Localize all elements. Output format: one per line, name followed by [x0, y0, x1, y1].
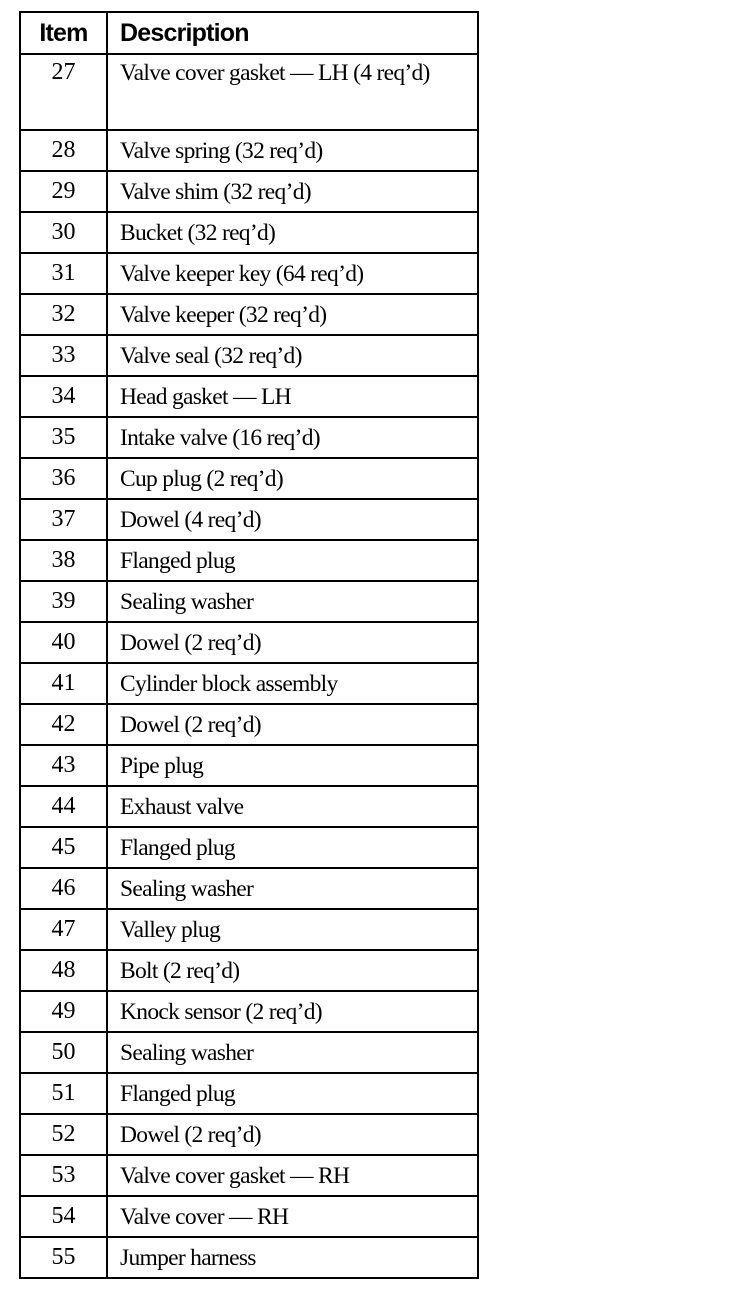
item-description: Valve keeper (32 req’d)	[107, 294, 478, 335]
item-description: Knock sensor (2 req’d)	[107, 991, 478, 1032]
item-number: 33	[20, 335, 107, 376]
item-number: 52	[20, 1114, 107, 1155]
table-row	[20, 745, 478, 786]
item-number: 43	[20, 745, 107, 786]
table-row	[20, 950, 478, 991]
item-description: Cylinder block assembly	[107, 663, 478, 704]
item-number: 50	[20, 1032, 107, 1073]
parts-list-body	[20, 54, 478, 1278]
table-row	[20, 130, 478, 171]
item-description: Flanged plug	[107, 540, 478, 581]
table-row	[20, 909, 478, 950]
table-row	[20, 171, 478, 212]
item-description: Bolt (2 req’d)	[107, 950, 478, 991]
table-row	[20, 253, 478, 294]
item-description: Bucket (32 req’d)	[107, 212, 478, 253]
item-description: Valve shim (32 req’d)	[107, 171, 478, 212]
item-number: 54	[20, 1196, 107, 1237]
item-number: 44	[20, 786, 107, 827]
item-number: 48	[20, 950, 107, 991]
item-description: Flanged plug	[107, 1073, 478, 1114]
table-row	[20, 622, 478, 663]
item-description: Dowel (2 req’d)	[107, 622, 478, 663]
item-number: 41	[20, 663, 107, 704]
item-number: 28	[20, 130, 107, 171]
item-description: Dowel (2 req’d)	[107, 1114, 478, 1155]
table-row	[20, 376, 478, 417]
item-description: Cup plug (2 req’d)	[107, 458, 478, 499]
item-number: 34	[20, 376, 107, 417]
item-description: Valve spring (32 req’d)	[107, 130, 478, 171]
item-description: Pipe plug	[107, 745, 478, 786]
item-number: 40	[20, 622, 107, 663]
item-description: Valve keeper key (64 req’d)	[107, 253, 478, 294]
item-description: Jumper harness	[107, 1237, 478, 1278]
item-description: Exhaust valve	[107, 786, 478, 827]
table-row	[20, 417, 478, 458]
table-row	[20, 294, 478, 335]
item-description: Valve cover gasket — LH (4 req’d)	[107, 54, 478, 130]
header-row	[20, 12, 478, 54]
item-number: 35	[20, 417, 107, 458]
table-row	[20, 663, 478, 704]
table-row	[20, 1237, 478, 1278]
item-description: Valve cover — RH	[107, 1196, 478, 1237]
item-number: 46	[20, 868, 107, 909]
table-row	[20, 1032, 478, 1073]
item-description: Head gasket — LH	[107, 376, 478, 417]
item-description: Intake valve (16 req’d)	[107, 417, 478, 458]
table-row	[20, 868, 478, 909]
item-number: 38	[20, 540, 107, 581]
item-number: 49	[20, 991, 107, 1032]
table-row	[20, 540, 478, 581]
item-number: 30	[20, 212, 107, 253]
item-number: 42	[20, 704, 107, 745]
table-row	[20, 1073, 478, 1114]
item-number: 53	[20, 1155, 107, 1196]
table-row	[20, 458, 478, 499]
item-column-header: Item	[20, 12, 107, 54]
item-number: 31	[20, 253, 107, 294]
item-number: 32	[20, 294, 107, 335]
table-row	[20, 335, 478, 376]
item-number: 39	[20, 581, 107, 622]
parts-list-table	[19, 11, 479, 1279]
table-row	[20, 499, 478, 540]
table-row	[20, 1114, 478, 1155]
item-description: Valve cover gasket — RH	[107, 1155, 478, 1196]
table-row	[20, 1155, 478, 1196]
item-number: 36	[20, 458, 107, 499]
item-number: 51	[20, 1073, 107, 1114]
item-description: Flanged plug	[107, 827, 478, 868]
item-description: Sealing washer	[107, 868, 478, 909]
table-row	[20, 54, 478, 130]
item-number: 47	[20, 909, 107, 950]
item-description: Valley plug	[107, 909, 478, 950]
table-row	[20, 827, 478, 868]
item-number: 45	[20, 827, 107, 868]
item-description: Dowel (2 req’d)	[107, 704, 478, 745]
item-number: 29	[20, 171, 107, 212]
table-row	[20, 212, 478, 253]
item-number: 55	[20, 1237, 107, 1278]
item-number: 27	[20, 54, 107, 130]
table-row	[20, 991, 478, 1032]
item-description: Dowel (4 req’d)	[107, 499, 478, 540]
table-row	[20, 704, 478, 745]
item-description: Sealing washer	[107, 1032, 478, 1073]
item-description: Valve seal (32 req’d)	[107, 335, 478, 376]
table-row	[20, 1196, 478, 1237]
table-row	[20, 786, 478, 827]
item-description: Sealing washer	[107, 581, 478, 622]
item-number: 37	[20, 499, 107, 540]
table-row	[20, 581, 478, 622]
description-column-header: Description	[107, 12, 478, 54]
